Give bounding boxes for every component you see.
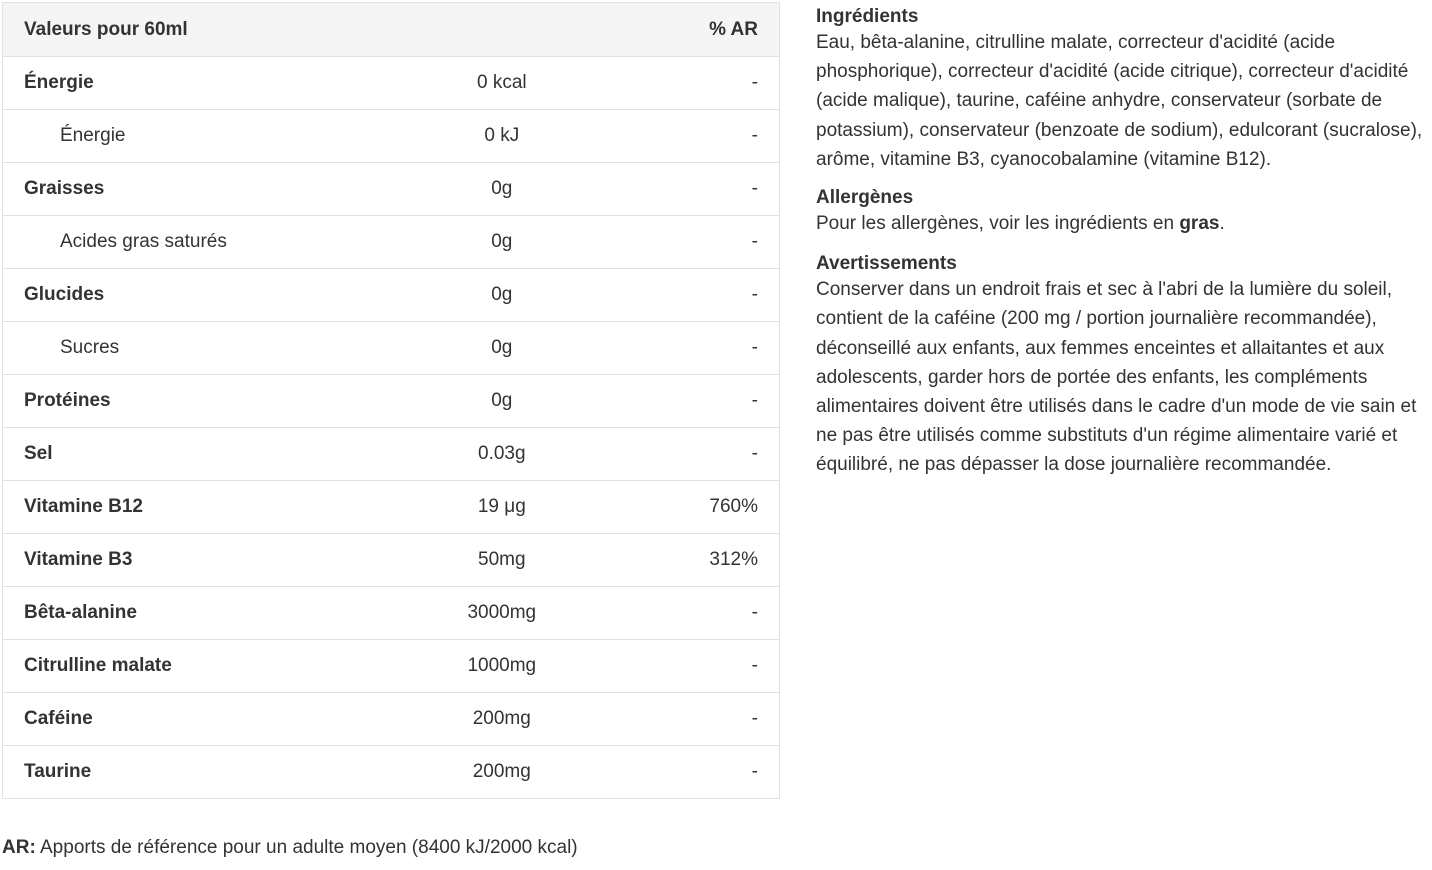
- nutrient-name: Énergie: [3, 57, 382, 110]
- nutrient-name: Caféine: [3, 693, 382, 746]
- nutrient-quantity: 0g: [382, 375, 622, 428]
- nutrient-name: Citrulline malate: [3, 640, 382, 693]
- product-info-column: [816, 5, 1428, 492]
- nutrient-name: Glucides: [3, 269, 382, 322]
- header-quantity: [382, 3, 622, 57]
- table-row: [3, 587, 780, 640]
- allergens-text: [816, 209, 1428, 238]
- nutrient-quantity: 0g: [382, 322, 622, 375]
- ar-footnote-label: AR:: [2, 837, 36, 858]
- nutrient-percent-ar: -: [622, 110, 780, 163]
- allergens-text-after: .: [1219, 213, 1225, 235]
- nutrient-quantity: 3000mg: [382, 587, 622, 640]
- table-row: [3, 534, 780, 587]
- table-row: [3, 746, 780, 799]
- nutrient-percent-ar: -: [622, 163, 780, 216]
- header-values-per: Valeurs pour 60ml: [3, 3, 382, 57]
- ar-footnote-text: Apports de référence pour un adulte moyen (8400 kJ/2000 kcal): [35, 837, 578, 858]
- nutrient-percent-ar: 312%: [622, 534, 780, 587]
- nutrient-percent-ar: -: [622, 322, 780, 375]
- nutrient-name: Vitamine B12: [3, 481, 382, 534]
- nutrient-quantity: 200mg: [382, 693, 622, 746]
- nutrient-quantity: 0 kJ: [382, 110, 622, 163]
- nutrient-percent-ar: -: [622, 269, 780, 322]
- nutrient-quantity: 200mg: [382, 746, 622, 799]
- nutrient-percent-ar: -: [622, 216, 780, 269]
- table-row: [3, 269, 780, 322]
- nutrient-percent-ar: -: [622, 640, 780, 693]
- nutrient-percent-ar: -: [622, 428, 780, 481]
- nutrient-percent-ar: 760%: [622, 481, 780, 534]
- allergens-heading: Allergènes: [816, 187, 914, 209]
- nutrition-table-body: [3, 57, 780, 799]
- nutrient-name: Sucres: [3, 322, 382, 375]
- table-row: [3, 322, 780, 375]
- nutrient-name: Acides gras saturés: [3, 216, 382, 269]
- nutrient-name: Graisses: [3, 163, 382, 216]
- nutrient-name: Sel: [3, 428, 382, 481]
- nutrient-percent-ar: -: [622, 587, 780, 640]
- nutrient-quantity: 0 kcal: [382, 57, 622, 110]
- allergens-text-before: Pour les allergènes, voir les ingrédients en: [816, 213, 1180, 235]
- nutrient-percent-ar: -: [622, 693, 780, 746]
- table-row: [3, 163, 780, 216]
- table-row: [3, 57, 780, 110]
- nutrient-percent-ar: -: [622, 746, 780, 799]
- table-row: [3, 216, 780, 269]
- nutrient-name: Protéines: [3, 375, 382, 428]
- allergens-bold-word: gras: [1179, 213, 1220, 235]
- nutrient-name: Énergie: [3, 110, 382, 163]
- nutrient-name: Bêta-alanine: [3, 587, 382, 640]
- table-row: [3, 375, 780, 428]
- ar-footnote: [2, 837, 578, 859]
- ingredients-heading: Ingrédients: [816, 6, 919, 27]
- table-header-row: [3, 3, 780, 57]
- nutrient-name: Vitamine B3: [3, 534, 382, 587]
- nutrient-percent-ar: -: [622, 57, 780, 110]
- table-row: [3, 428, 780, 481]
- header-percent-ar: % AR: [622, 3, 780, 57]
- nutrient-quantity: 0g: [382, 216, 622, 269]
- table-row: [3, 110, 780, 163]
- warnings-heading: Avertissements: [816, 253, 957, 275]
- nutrition-table: [2, 2, 780, 799]
- table-row: [3, 481, 780, 534]
- nutrient-quantity: 1000mg: [382, 640, 622, 693]
- table-row: [3, 693, 780, 746]
- nutrient-quantity: 0g: [382, 163, 622, 216]
- warnings-text: Conserver dans un endroit frais et sec à l'abri de la lumière du soleil, contient de la caféine (200 mg / portion journalière recommandée), déconseillé aux enfants, aux femmes enceintes et allaitantes et aux adolescents, garder hors de portée des enfants, les compléments alimentaires doivent être utilisés dans le cadre d'un mode de vie sain et ne pas être utilisés comme substituts d'un régime alimentaire varié et équilibré, ne pas dépasser la dose journalière recommandée.: [816, 279, 1417, 476]
- nutrient-quantity: 50mg: [382, 534, 622, 587]
- nutrient-quantity: 0.03g: [382, 428, 622, 481]
- nutrient-quantity: 19 μg: [382, 481, 622, 534]
- nutrient-name: Taurine: [3, 746, 382, 799]
- ingredients-text: Eau, bêta-alanine, citrulline malate, correcteur d'acidité (acide phosphorique), correcteur d'acidité (acide citrique), correcteur d'acidité (acide malique), taurine, caféine anhydre, conservateur (sorbate de potassium), conservateur (benzoate de sodium), edulcorant (sucralose), arôme, vitamine B3, cyanocobalamine (vitamine B12).: [816, 32, 1423, 170]
- table-row: [3, 640, 780, 693]
- nutrient-quantity: 0g: [382, 269, 622, 322]
- nutrient-percent-ar: -: [622, 375, 780, 428]
